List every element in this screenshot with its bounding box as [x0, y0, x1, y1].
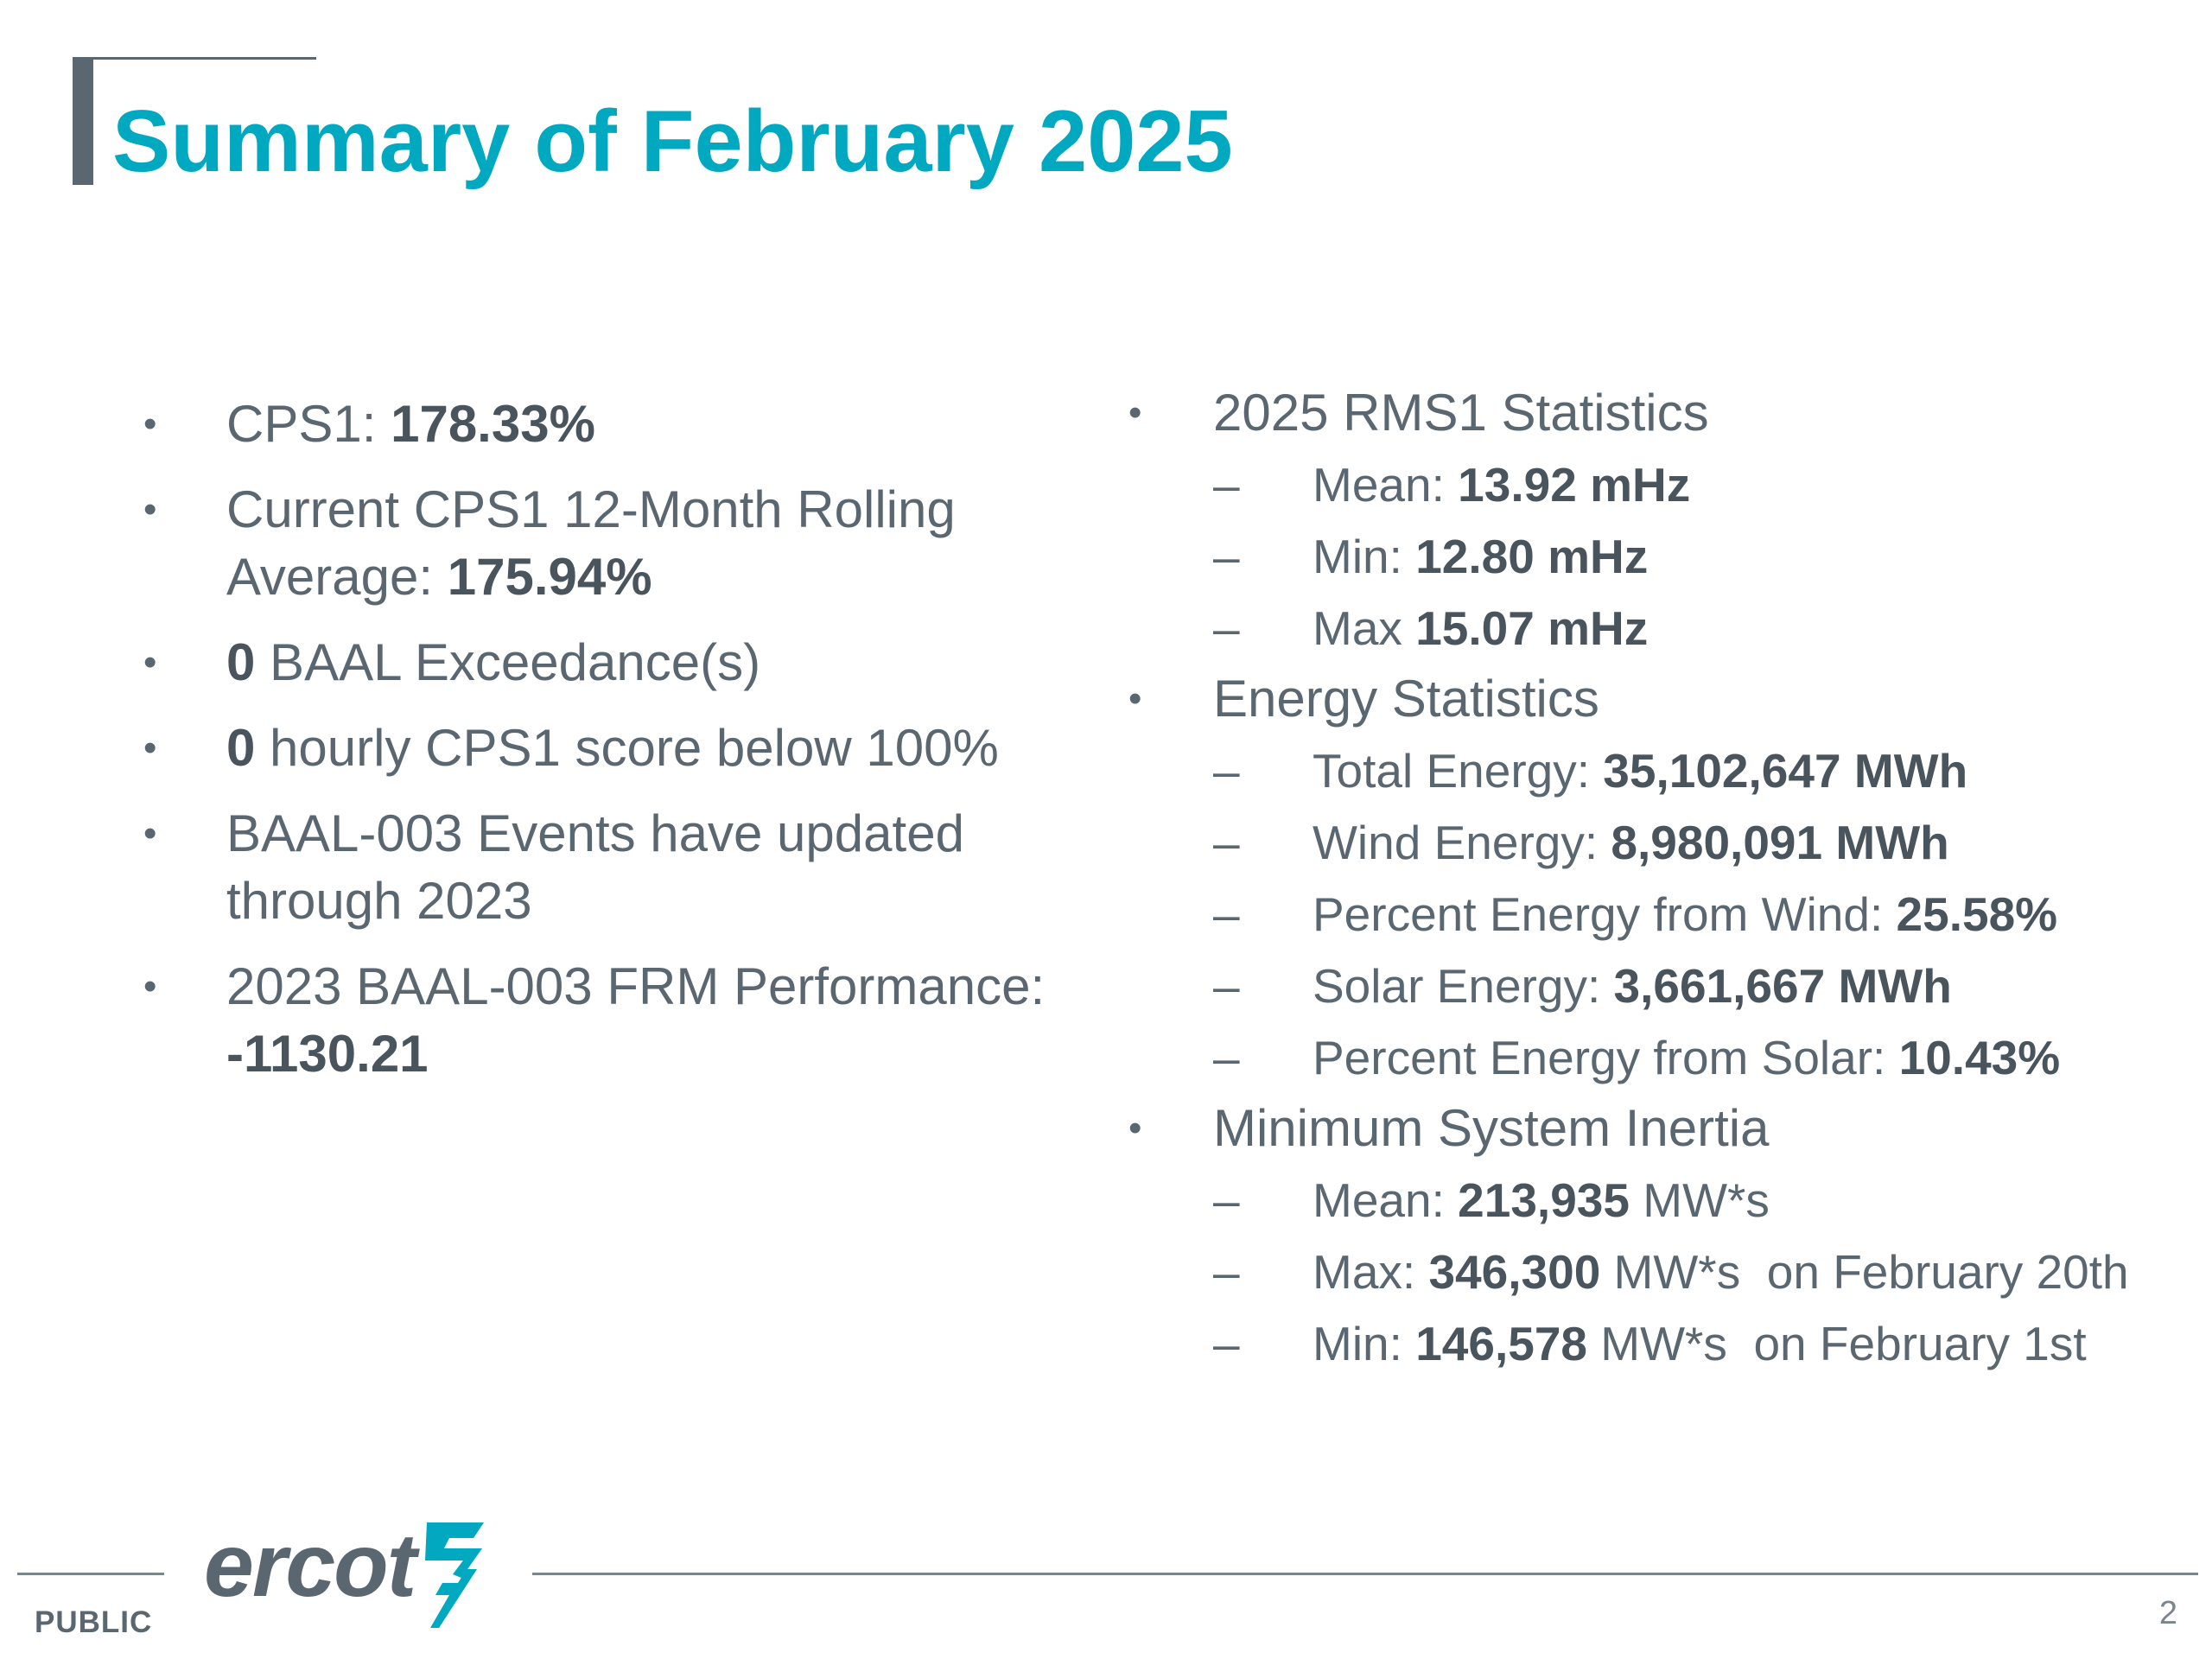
sub-item-label: Total Energy:: [1313, 744, 1604, 798]
sub-item-rms1-mean: [1213, 449, 2177, 521]
sub-item-value: 35,102,647 MWh: [1603, 744, 1968, 798]
sub-item-inertia-mean: [1213, 1165, 2177, 1236]
bullet-icon: •: [1128, 677, 1142, 720]
sub-item-value: 346,300: [1428, 1245, 1601, 1299]
dash-icon: –: [1213, 1245, 1240, 1299]
section-minimum-system-inertia: [1123, 1094, 2177, 1380]
sub-item-solar-energy: [1213, 950, 2177, 1022]
dash-icon: –: [1213, 1317, 1240, 1370]
dash-icon: –: [1213, 458, 1240, 512]
ercot-logo: [204, 1514, 498, 1635]
sub-item-value: 8,980,091 MWh: [1611, 816, 1949, 869]
sub-item-rms1-min: [1213, 521, 2177, 593]
sub-item-label: Percent Energy from Wind:: [1313, 887, 1897, 941]
item-label: CPS1:: [226, 395, 391, 453]
page-title: Summary of February 2025: [112, 93, 1233, 190]
sub-item-suffix: MW*s on February 20th: [1600, 1245, 2129, 1299]
section-heading: Minimum System Inertia: [1213, 1099, 1770, 1157]
section-heading: Energy Statistics: [1213, 670, 1599, 728]
sub-item-label: Mean:: [1313, 458, 1459, 512]
title-bar-top-rule: [73, 57, 316, 60]
bullet-icon: •: [143, 965, 157, 1007]
sub-item-label: Percent Energy from Solar:: [1313, 1031, 1899, 1084]
bullet-icon: •: [143, 403, 157, 445]
sub-item-percent-wind: [1213, 879, 2177, 950]
title-accent-bar: [73, 57, 93, 185]
item-suffix: BAAL Exceedance(s): [255, 633, 761, 691]
dash-icon: –: [1213, 959, 1240, 1013]
sub-item-rms1-max: [1213, 593, 2177, 664]
sub-item-inertia-min: [1213, 1308, 2177, 1380]
list-item-frm-performance: [138, 953, 1106, 1088]
item-suffix: hourly CPS1 score below 100%: [255, 719, 999, 777]
dash-icon: –: [1213, 601, 1240, 655]
sub-item-label: Wind Energy:: [1313, 816, 1611, 869]
lightning-bolt-icon: [404, 1519, 494, 1631]
dash-icon: –: [1213, 744, 1240, 798]
item-value: -1130.21: [226, 1025, 429, 1083]
list-item-baal-003-events: [138, 800, 1106, 935]
sub-item-value: 10.43%: [1898, 1031, 2061, 1084]
section-rms1-statistics: [1123, 378, 2177, 664]
sub-item-label: Max:: [1313, 1245, 1429, 1299]
section-heading: 2025 RMS1 Statistics: [1213, 384, 1709, 442]
sub-item-suffix: MW*s: [1629, 1173, 1770, 1227]
right-bullet-list: [1123, 378, 2177, 1380]
dash-icon: –: [1213, 1031, 1240, 1084]
classification-label: PUBLIC: [35, 1605, 153, 1639]
bullet-icon: •: [143, 727, 157, 769]
sub-item-label: Min:: [1313, 1317, 1416, 1370]
sub-item-value: 213,935: [1458, 1173, 1630, 1227]
dash-icon: –: [1213, 816, 1240, 869]
item-label: Current CPS1 12-Month Rolling Average:: [226, 480, 956, 606]
list-item-baal-exceedances: [138, 629, 1106, 696]
sub-item-suffix: MW*s on February 1st: [1587, 1317, 2087, 1370]
sub-item-total-energy: [1213, 735, 2177, 807]
sublist: [1213, 1165, 2177, 1380]
dash-icon: –: [1213, 530, 1240, 583]
sub-item-value: 15.07 mHz: [1415, 601, 1649, 655]
footer-rule-left: [17, 1573, 164, 1575]
dash-icon: –: [1213, 887, 1240, 941]
item-value: 178.33%: [391, 395, 595, 453]
sub-item-value: 3,661,667 MWh: [1613, 959, 1952, 1013]
left-bullet-list: [138, 391, 1106, 1106]
sub-item-percent-solar: [1213, 1022, 2177, 1094]
logo-wordmark: ercot: [204, 1516, 416, 1616]
bullet-icon: •: [143, 641, 157, 683]
sub-item-label: Mean:: [1313, 1173, 1459, 1227]
sub-item-label: Solar Energy:: [1313, 959, 1614, 1013]
sub-item-value: 25.58%: [1896, 887, 2058, 941]
sub-item-inertia-max: [1213, 1236, 2177, 1308]
item-label: 2023 BAAL-003 FRM Performance:: [226, 957, 1046, 1015]
page-number: 2: [2158, 1595, 2177, 1631]
item-value: 0: [226, 719, 256, 777]
list-item-hourly-cps1: [138, 715, 1106, 782]
footer-rule-right: [532, 1573, 2198, 1575]
list-item-cps1: [138, 391, 1106, 458]
sub-item-value: 13.92 mHz: [1458, 458, 1691, 512]
item-text: BAAL-003 Events have updated through 2023: [226, 804, 964, 930]
item-value: 175.94%: [447, 548, 652, 606]
sub-item-value: 146,578: [1415, 1317, 1587, 1370]
list-item-cps1-rolling-average: [138, 476, 1106, 611]
item-value: 0: [226, 633, 256, 691]
section-energy-statistics: [1123, 664, 2177, 1094]
dash-icon: –: [1213, 1173, 1240, 1227]
bullet-icon: •: [143, 812, 157, 855]
sub-item-label: Min:: [1313, 530, 1416, 583]
bullet-icon: •: [1128, 391, 1142, 434]
bullet-icon: •: [143, 488, 157, 531]
sublist: [1213, 449, 2177, 664]
sub-item-label: Max: [1313, 601, 1416, 655]
sublist: [1213, 735, 2177, 1094]
sub-item-wind-energy: [1213, 807, 2177, 879]
sub-item-value: 12.80 mHz: [1415, 530, 1649, 583]
bullet-icon: •: [1128, 1107, 1142, 1149]
